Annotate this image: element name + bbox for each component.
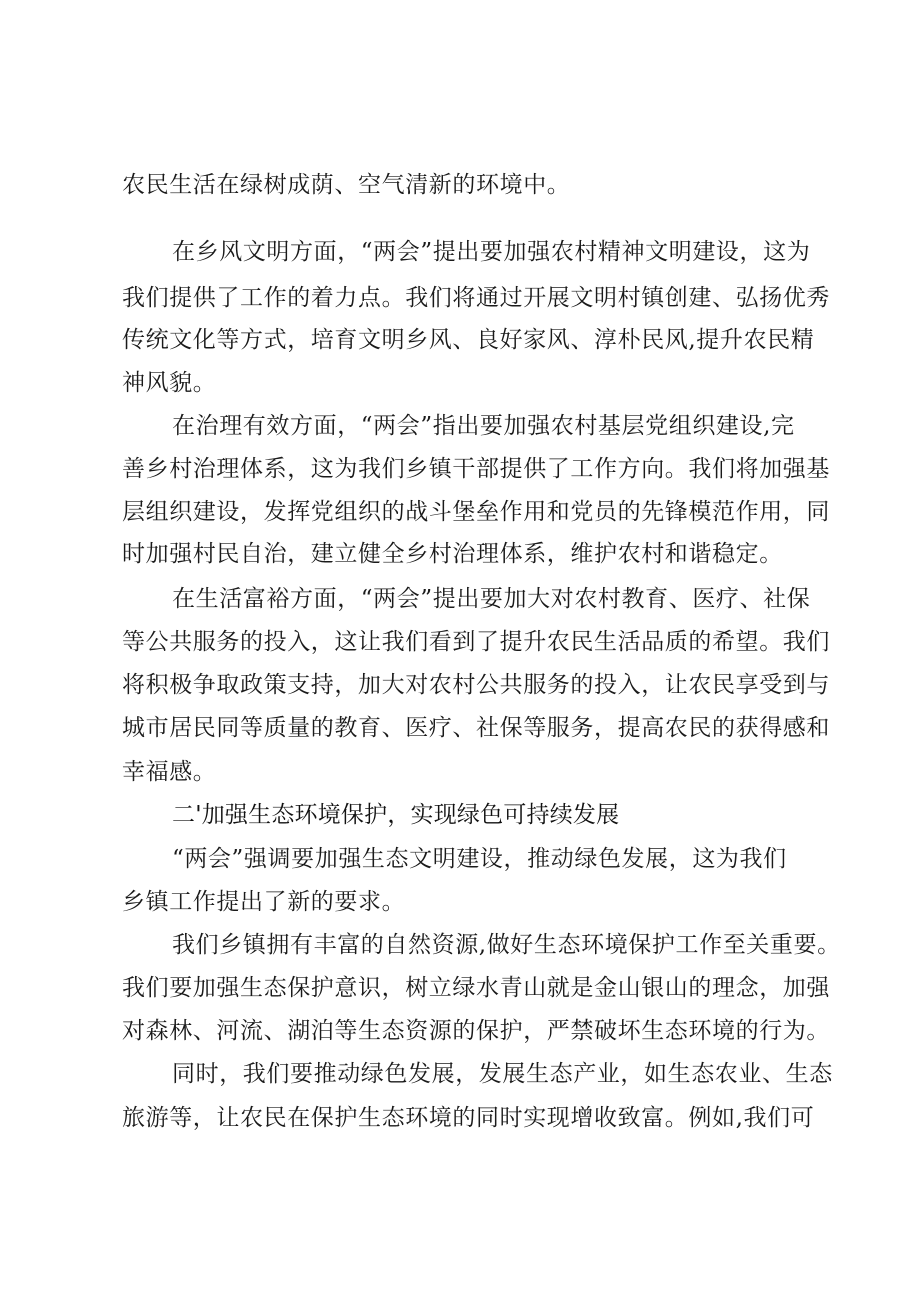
paragraph-first-line: 在治理有效方面，“两会”指出要加强农村基层党组织建设,完	[172, 413, 795, 439]
paragraph-first-line: 在乡风文明方面，“两会”提出要加强农村精神文明建设，这为	[172, 239, 811, 265]
text-line: 善乡村治理体系，这为我们乡镇干部提供了工作方向。我们将加强基	[122, 456, 830, 482]
section-heading: 二'加强生态环境保护，实现绿色可持续发展	[172, 802, 620, 828]
text-line: 等公共服务的投入，这让我们看到了提升农民生活品质的希望。我们	[122, 629, 830, 655]
text-line: 旅游等，让农民在保护生态环境的同时实现增收致富。例如,我们可	[122, 1105, 815, 1131]
text-line: 乡镇工作提出了新的要求。	[122, 889, 406, 915]
text-line: 我们要加强生态保护意识，树立绿水青山就是金山银山的理念，加强	[122, 975, 830, 1001]
text-line: 时加强村民自治，建立健全乡村治理体系，维护农村和谐稳定。	[122, 541, 783, 567]
text-line: 层组织建设，发挥党组织的战斗堡垒作用和党员的先锋模范作用，同	[122, 499, 830, 525]
text-line: 幸福感。	[122, 759, 217, 785]
text-line: 神风貌。	[122, 370, 217, 396]
paragraph-first-line: “两会”强调要加强生态文明建设，推动绿色发展，这为我们	[172, 846, 787, 872]
text-line: 传统文化等方式，培育文明乡风、良好家风、淳朴民风,提升农民精	[122, 327, 815, 353]
text-line: 将积极争取政策支持，加大对农村公共服务的投入，让农民享受到与	[122, 672, 830, 698]
paragraph-first-line: 我们乡镇拥有丰富的自然资源,做好生态环境保护工作至关重要。	[172, 932, 841, 958]
text-line: 我们提供了工作的着力点。我们将通过开展文明村镇创建、弘扬优秀	[122, 285, 830, 311]
paragraph-first-line: 在生活富裕方面，“两会”提出要加大对农村教育、医疗、社保	[172, 586, 811, 612]
text-line: 对森林、河流、湖泊等生态资源的保护，严禁破坏生态环境的行为。	[122, 1018, 830, 1044]
text-line: 城市居民同等质量的教育、医疗、社保等服务，提高农民的获得感和	[122, 715, 830, 741]
paragraph-first-line: 同时，我们要推动绿色发展，发展生态产业，如生态农业、生态	[172, 1061, 833, 1087]
text-line: 农民生活在绿树成荫、空气清新的环境中。	[122, 172, 571, 198]
